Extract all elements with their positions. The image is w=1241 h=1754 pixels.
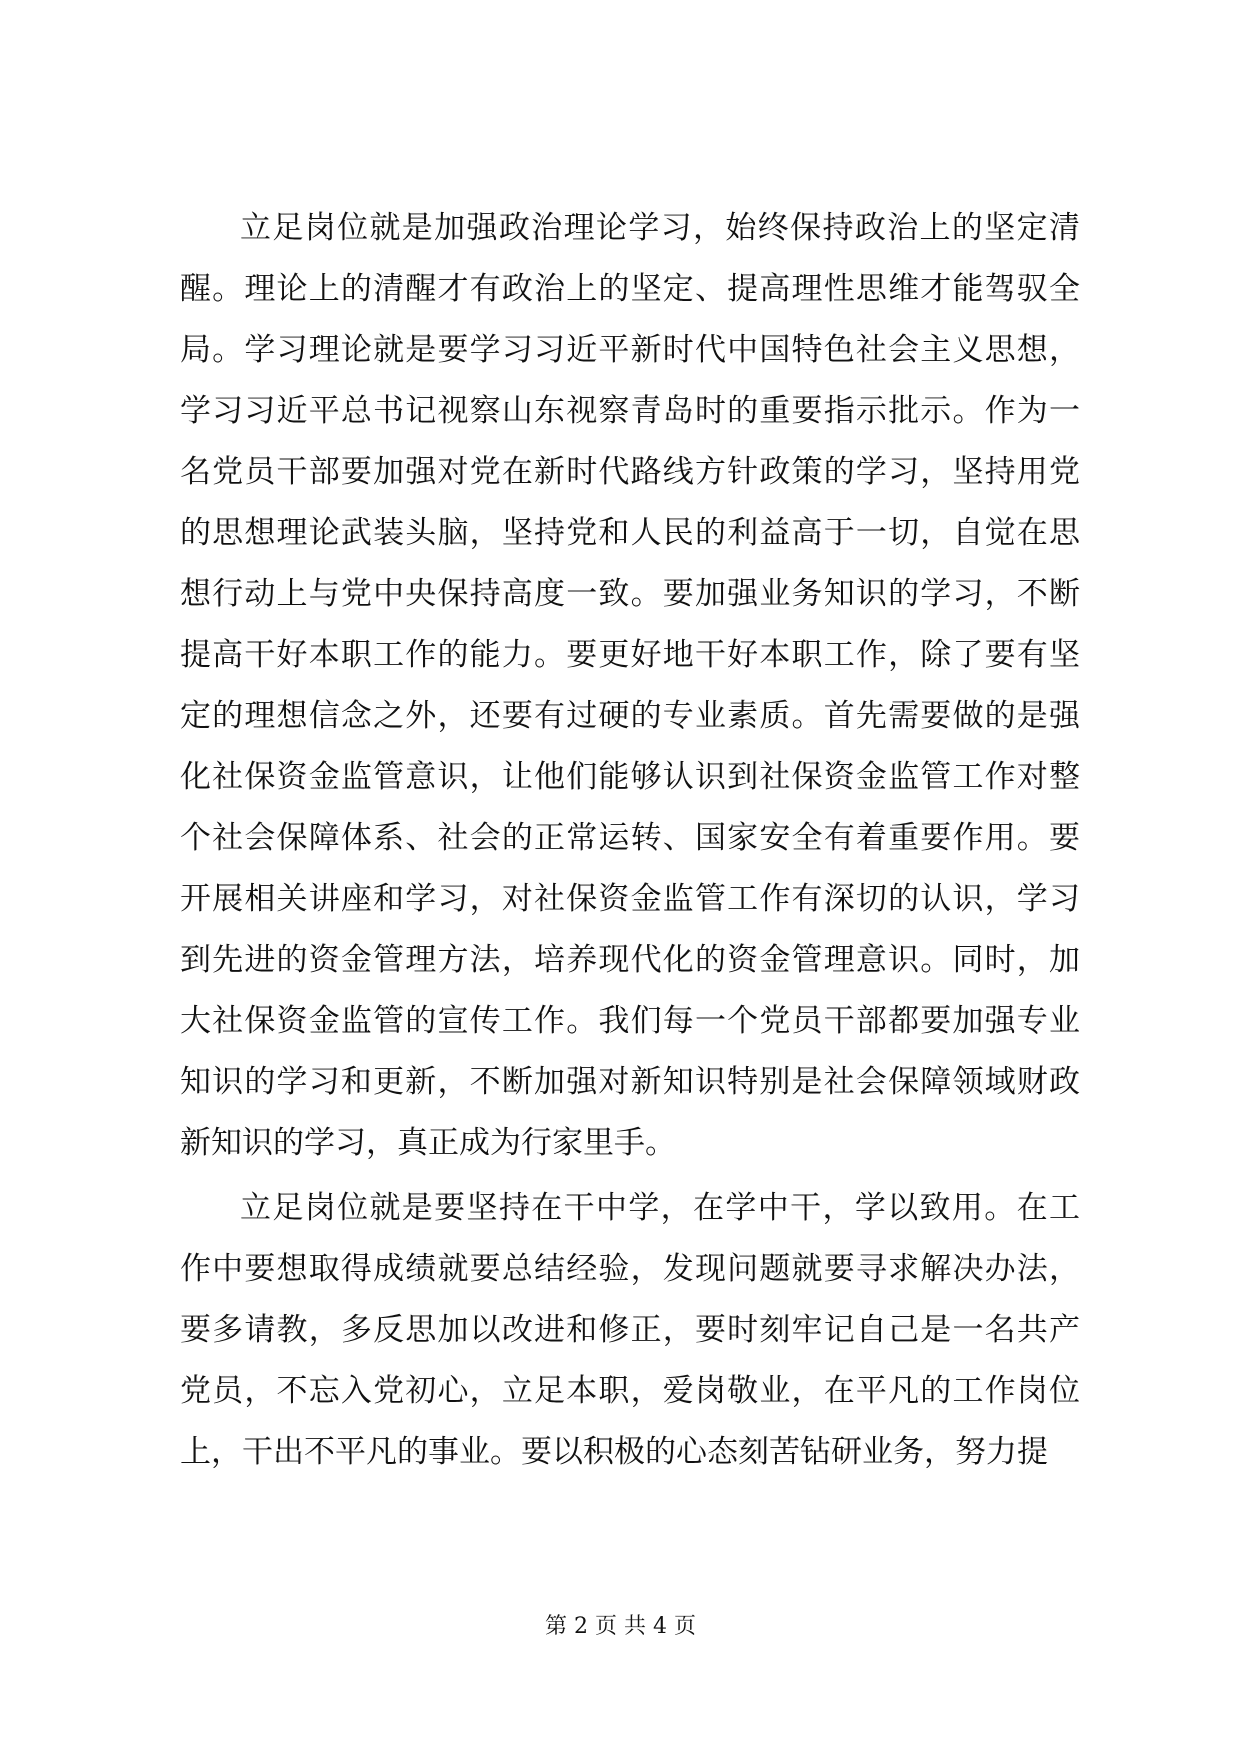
text-line: 作中要想取得成绩就要总结经验，发现问题就要寻求解决办法， xyxy=(180,1251,1080,1287)
text-line: 到先进的资金管理方法，培养现代化的资金管理意识。同时，加 xyxy=(180,942,1080,978)
text-line: 的思想理论武装头脑，坚持党和人民的利益高于一切，自觉在思 xyxy=(180,515,1080,551)
text-line: 局。学习理论就是要学习习近平新时代中国特色社会主义思想， xyxy=(180,332,1080,368)
text-line: 个社会保障体系、社会的正常运转、国家安全有着重要作用。要 xyxy=(180,820,1080,856)
text-line: 定的理想信念之外，还要有过硬的专业素质。首先需要做的是强 xyxy=(180,698,1080,734)
text-line: 立足岗位就是要坚持在干中学，在学中干，学以致用。在工 xyxy=(240,1190,1080,1226)
paragraph xyxy=(180,198,1080,1174)
text-line: 想行动上与党中央保持高度一致。要加强业务知识的学习，不断 xyxy=(180,576,1080,612)
text-line: 上，干出不平凡的事业。要以积极的心态刻苦钻研业务，努力提 xyxy=(180,1434,1048,1470)
text-line: 名党员干部要加强对党在新时代路线方针政策的学习，坚持用党 xyxy=(180,454,1080,490)
text-line: 学习习近平总书记视察山东视察青岛时的重要指示批示。作为一 xyxy=(180,393,1080,429)
text-line: 大社保资金监管的宣传工作。我们每一个党员干部都要加强专业 xyxy=(180,1003,1080,1039)
text-line: 要多请教，多反思加以改进和修正，要时刻牢记自己是一名共产 xyxy=(180,1312,1080,1348)
text-line: 醒。理论上的清醒才有政治上的坚定、提高理性思维才能驾驭全 xyxy=(180,271,1080,307)
text-line: 化社保资金监管意识，让他们能够认识到社保资金监管工作对整 xyxy=(180,759,1080,795)
text-line: 知识的学习和更新，不断加强对新知识特别是社会保障领域财政 xyxy=(180,1064,1080,1100)
paragraph xyxy=(180,1178,1080,1483)
text-line: 党员，不忘入党初心，立足本职，爱岗敬业，在平凡的工作岗位 xyxy=(180,1373,1080,1409)
text-line: 新知识的学习，真正成为行家里手。 xyxy=(180,1125,676,1161)
page-footer: 第 2 页 共 4 页 xyxy=(545,1614,696,1639)
text-line: 提高干好本职工作的能力。要更好地干好本职工作，除了要有坚 xyxy=(180,637,1080,673)
text-line: 立足岗位就是加强政治理论学习，始终保持政治上的坚定清 xyxy=(240,210,1080,246)
document-body xyxy=(180,198,1080,1483)
text-line: 开展相关讲座和学习，对社保资金监管工作有深切的认识，学习 xyxy=(180,881,1080,917)
